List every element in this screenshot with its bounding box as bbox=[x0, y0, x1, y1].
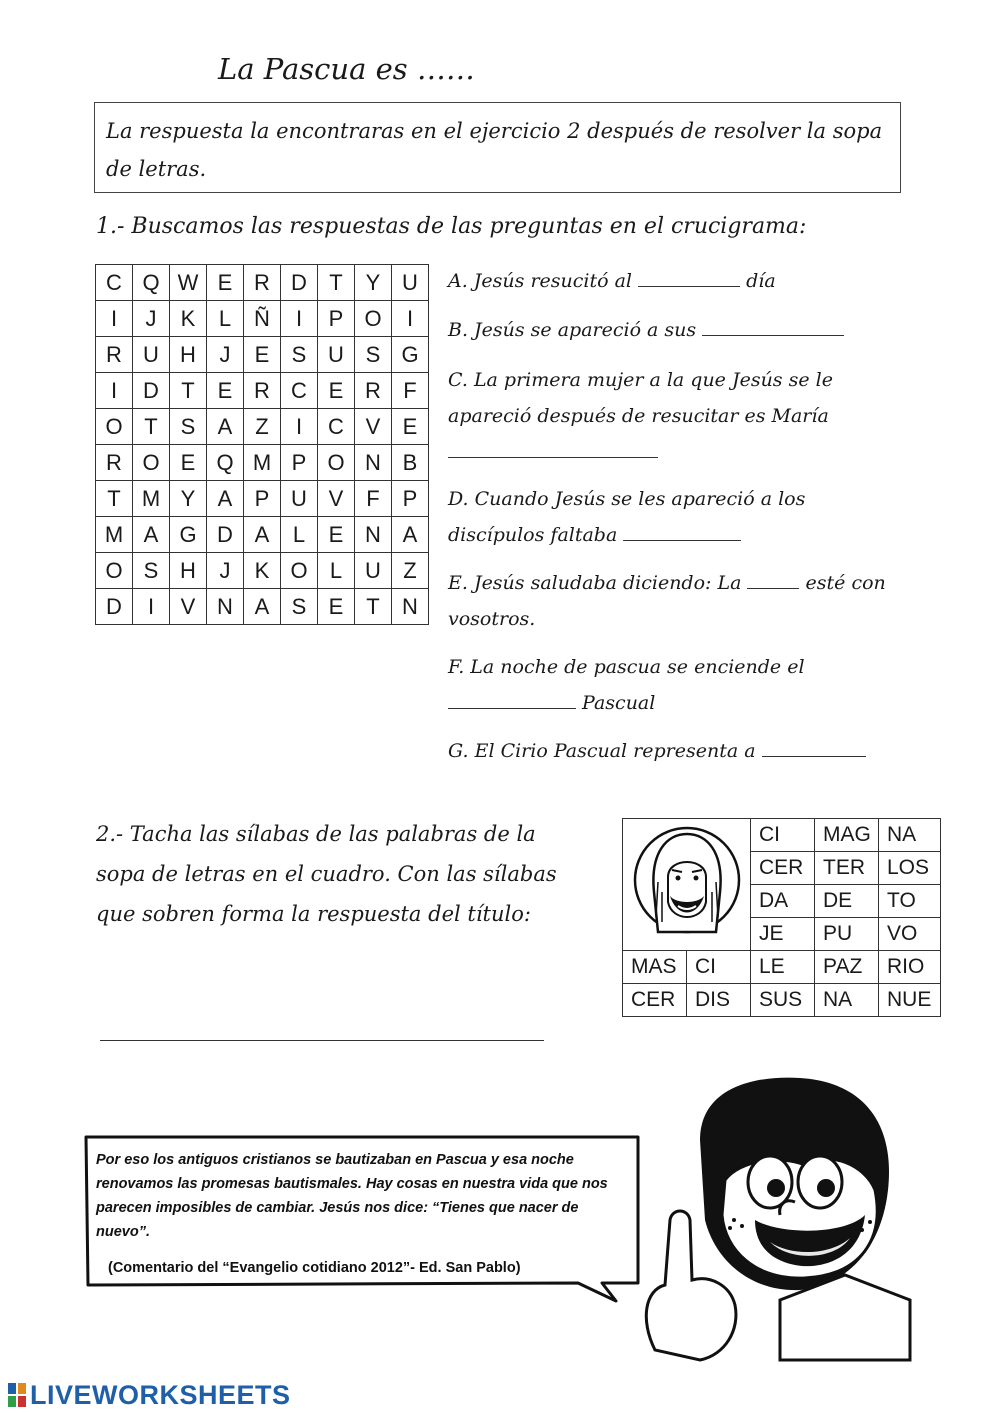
grid-cell[interactable]: O bbox=[96, 409, 133, 445]
grid-cell[interactable]: R bbox=[355, 373, 392, 409]
grid-cell[interactable]: T bbox=[318, 265, 355, 301]
footer-logo[interactable] bbox=[8, 1380, 291, 1411]
syllable-row bbox=[623, 984, 941, 1017]
grid-cell[interactable]: D bbox=[207, 517, 244, 553]
grid-cell[interactable]: F bbox=[355, 481, 392, 517]
grid-cell[interactable]: A bbox=[207, 481, 244, 517]
grid-cell[interactable]: L bbox=[281, 517, 318, 553]
grid-row bbox=[96, 553, 429, 589]
question-g bbox=[448, 733, 958, 769]
jesus-image-cell bbox=[623, 819, 751, 951]
grid-cell[interactable]: F bbox=[392, 373, 429, 409]
grid-cell[interactable]: M bbox=[244, 445, 281, 481]
syllable-row bbox=[623, 951, 941, 984]
grid-cell[interactable]: O bbox=[281, 553, 318, 589]
grid-cell[interactable]: N bbox=[355, 445, 392, 481]
grid-cell[interactable]: T bbox=[133, 409, 170, 445]
syllable-cell[interactable]: NUE bbox=[879, 984, 941, 1017]
grid-cell[interactable]: E bbox=[318, 517, 355, 553]
grid-cell[interactable]: J bbox=[207, 553, 244, 589]
grid-cell[interactable]: I bbox=[133, 589, 170, 625]
syllable-cell[interactable]: TO bbox=[879, 885, 941, 918]
grid-cell[interactable]: H bbox=[170, 337, 207, 373]
question-d-blank[interactable] bbox=[623, 522, 741, 541]
grid-cell[interactable]: Q bbox=[207, 445, 244, 481]
grid-row bbox=[96, 481, 429, 517]
question-e bbox=[448, 565, 958, 637]
grid-row bbox=[96, 589, 429, 625]
grid-cell[interactable]: N bbox=[207, 589, 244, 625]
quote-text: Por eso los antiguos cristianos se bautizaban en Pascua y esa noche renovamos las promesas bautismales. Hay cosas en nuestra vida que nos parecen imposibles de cambiar. Jesús nos dice: “Tienes que nacer de nuevo”. bbox=[96, 1152, 608, 1240]
grid-cell[interactable]: M bbox=[96, 517, 133, 553]
word-search-grid bbox=[95, 264, 429, 625]
grid-cell[interactable]: M bbox=[133, 481, 170, 517]
question-b bbox=[448, 312, 958, 348]
syllable-cell[interactable]: LOS bbox=[879, 852, 941, 885]
question-a bbox=[448, 263, 958, 299]
grid-cell[interactable]: U bbox=[281, 481, 318, 517]
grid-cell[interactable]: V bbox=[170, 589, 207, 625]
syllable-cell[interactable]: DA bbox=[751, 885, 815, 918]
syllable-cell[interactable]: CI bbox=[751, 819, 815, 852]
syllable-cell[interactable]: LE bbox=[751, 951, 815, 984]
grid-cell[interactable]: Y bbox=[170, 481, 207, 517]
grid-cell[interactable]: Z bbox=[392, 553, 429, 589]
grid-cell[interactable]: P bbox=[392, 481, 429, 517]
question-a-blank[interactable] bbox=[638, 268, 740, 287]
grid-cell[interactable]: N bbox=[392, 589, 429, 625]
grid-cell[interactable]: T bbox=[170, 373, 207, 409]
jesus-face-icon bbox=[632, 822, 742, 942]
grid-cell[interactable]: H bbox=[170, 553, 207, 589]
syllable-cell[interactable]: PU bbox=[815, 918, 879, 951]
grid-cell[interactable]: E bbox=[207, 265, 244, 301]
question-d bbox=[448, 481, 958, 553]
grid-cell[interactable]: I bbox=[96, 373, 133, 409]
grid-cell[interactable]: L bbox=[318, 553, 355, 589]
grid-cell[interactable]: D bbox=[281, 265, 318, 301]
question-f-blank[interactable] bbox=[448, 690, 576, 709]
syllable-cell[interactable]: SUS bbox=[751, 984, 815, 1017]
grid-cell[interactable]: A bbox=[244, 517, 281, 553]
question-c-line1: C. La primera mujer a la que Jesús se le bbox=[448, 369, 833, 391]
grid-cell[interactable]: N bbox=[355, 517, 392, 553]
grid-cell[interactable]: O bbox=[96, 553, 133, 589]
grid-cell[interactable]: B bbox=[392, 445, 429, 481]
grid-cell[interactable]: S bbox=[170, 409, 207, 445]
grid-cell[interactable]: T bbox=[355, 589, 392, 625]
syllable-cell[interactable]: PAZ bbox=[815, 951, 879, 984]
syllable-cell[interactable]: JE bbox=[751, 918, 815, 951]
grid-cell[interactable]: I bbox=[281, 301, 318, 337]
grid-cell[interactable]: E bbox=[207, 373, 244, 409]
grid-cell[interactable]: R bbox=[96, 337, 133, 373]
syllable-cell[interactable]: CI bbox=[687, 951, 751, 984]
grid-cell[interactable]: U bbox=[318, 337, 355, 373]
syllable-cell[interactable]: TER bbox=[815, 852, 879, 885]
question-a-text: A. Jesús resucitó al bbox=[448, 270, 632, 292]
grid-row bbox=[96, 409, 429, 445]
grid-cell[interactable]: K bbox=[244, 553, 281, 589]
grid-cell[interactable]: U bbox=[355, 553, 392, 589]
page-title: La Pascua es …… bbox=[218, 52, 475, 86]
question-c-line2: apareció después de resucitar es María bbox=[448, 405, 829, 427]
grid-cell[interactable]: E bbox=[244, 337, 281, 373]
grid-cell[interactable]: U bbox=[392, 265, 429, 301]
grid-cell[interactable]: A bbox=[207, 409, 244, 445]
grid-cell[interactable]: I bbox=[392, 301, 429, 337]
grid-cell[interactable]: E bbox=[392, 409, 429, 445]
question-b-text: B. Jesús se apareció a sus bbox=[448, 319, 697, 341]
question-e-suffix: esté con bbox=[805, 572, 886, 594]
grid-cell[interactable]: S bbox=[355, 337, 392, 373]
grid-cell[interactable]: Z bbox=[244, 409, 281, 445]
question-a-suffix: día bbox=[746, 270, 776, 292]
grid-row bbox=[96, 445, 429, 481]
liveworksheets-logo-icon bbox=[8, 1383, 26, 1407]
grid-cell[interactable]: C bbox=[318, 409, 355, 445]
question-d-line1: D. Cuando Jesús se les apareció a los bbox=[448, 488, 806, 510]
grid-cell[interactable]: O bbox=[133, 445, 170, 481]
grid-cell[interactable]: C bbox=[281, 373, 318, 409]
syllable-cell[interactable]: MAS bbox=[623, 951, 687, 984]
grid-cell[interactable]: J bbox=[207, 337, 244, 373]
question-g-text: G. El Cirio Pascual representa a bbox=[448, 740, 756, 762]
grid-cell[interactable]: R bbox=[244, 265, 281, 301]
grid-cell[interactable]: P bbox=[244, 481, 281, 517]
grid-cell[interactable]: P bbox=[318, 301, 355, 337]
question-f-suffix: Pascual bbox=[582, 692, 656, 714]
grid-cell[interactable]: L bbox=[207, 301, 244, 337]
syllable-cell[interactable]: DE bbox=[815, 885, 879, 918]
syllable-cell[interactable]: CER bbox=[623, 984, 687, 1017]
syllable-cell[interactable]: NA bbox=[879, 819, 941, 852]
grid-cell[interactable]: E bbox=[170, 445, 207, 481]
grid-cell[interactable]: Q bbox=[133, 265, 170, 301]
grid-cell[interactable]: A bbox=[133, 517, 170, 553]
question-e-line2: vosotros. bbox=[448, 608, 536, 630]
question-b-blank[interactable] bbox=[702, 317, 844, 336]
grid-cell[interactable]: G bbox=[170, 517, 207, 553]
grid-cell[interactable]: O bbox=[355, 301, 392, 337]
answer-line[interactable] bbox=[100, 1040, 544, 1041]
question-c bbox=[448, 362, 958, 470]
intro-text: La respuesta la encontraras en el ejercicio 2 después de resolver la sopa de letras. bbox=[106, 119, 883, 181]
grid-cell[interactable]: P bbox=[281, 445, 318, 481]
grid-cell[interactable]: U bbox=[133, 337, 170, 373]
syllable-cell[interactable]: RIO bbox=[879, 951, 941, 984]
grid-cell[interactable]: A bbox=[392, 517, 429, 553]
grid-cell[interactable]: D bbox=[133, 373, 170, 409]
question-e-blank[interactable] bbox=[747, 570, 799, 589]
syllable-cell[interactable]: MAG bbox=[815, 819, 879, 852]
grid-cell[interactable]: S bbox=[281, 337, 318, 373]
grid-row bbox=[96, 337, 429, 373]
grid-cell[interactable]: R bbox=[96, 445, 133, 481]
grid-cell[interactable]: G bbox=[392, 337, 429, 373]
exercise1-heading: 1.- Buscamos las respuestas de las preguntas en el crucigrama: bbox=[96, 214, 807, 239]
grid-cell[interactable]: V bbox=[355, 409, 392, 445]
grid-cell[interactable]: K bbox=[170, 301, 207, 337]
grid-cell[interactable]: S bbox=[281, 589, 318, 625]
question-e-text: E. Jesús saludaba diciendo: La bbox=[448, 572, 742, 594]
grid-row bbox=[96, 265, 429, 301]
grid-cell[interactable]: W bbox=[170, 265, 207, 301]
grid-cell[interactable]: E bbox=[318, 373, 355, 409]
question-g-blank[interactable] bbox=[762, 738, 866, 757]
grid-cell[interactable]: J bbox=[133, 301, 170, 337]
question-f-line1: F. La noche de pascua se enciende el bbox=[448, 656, 805, 678]
syllable-cell[interactable]: VO bbox=[879, 918, 941, 951]
question-f bbox=[448, 649, 958, 721]
kid-illustration bbox=[630, 1070, 930, 1370]
grid-cell[interactable]: E bbox=[318, 589, 355, 625]
syllable-cell[interactable]: CER bbox=[751, 852, 815, 885]
grid-cell[interactable]: Y bbox=[355, 265, 392, 301]
grid-row bbox=[96, 517, 429, 553]
grid-row bbox=[96, 301, 429, 337]
grid-cell[interactable]: C bbox=[96, 265, 133, 301]
syllable-row bbox=[623, 819, 941, 852]
grid-cell[interactable]: A bbox=[244, 589, 281, 625]
question-c-blank[interactable] bbox=[448, 439, 658, 458]
grid-row bbox=[96, 373, 429, 409]
syllable-table bbox=[622, 818, 941, 1017]
footer-brand: LIVEWORKSHEETS bbox=[30, 1380, 291, 1410]
syllable-cell[interactable]: NA bbox=[815, 984, 879, 1017]
grid-cell[interactable]: T bbox=[96, 481, 133, 517]
grid-cell[interactable]: I bbox=[96, 301, 133, 337]
grid-cell[interactable]: V bbox=[318, 481, 355, 517]
question-d-line2: discípulos faltaba bbox=[448, 524, 618, 546]
quote-source: (Comentario del “Evangelio cotidiano 2012”- Ed. San Pablo) bbox=[108, 1260, 521, 1276]
grid-cell[interactable]: I bbox=[281, 409, 318, 445]
exercise2-text: 2.- Tacha las sílabas de las palabras de la sopa de letras en el cuadro. Con las sílabas que sobren forma la respuesta del título: bbox=[96, 822, 557, 926]
grid-cell[interactable]: S bbox=[133, 553, 170, 589]
grid-cell[interactable]: Ñ bbox=[244, 301, 281, 337]
grid-cell[interactable]: R bbox=[244, 373, 281, 409]
grid-cell[interactable]: D bbox=[96, 589, 133, 625]
grid-cell[interactable]: O bbox=[318, 445, 355, 481]
syllable-cell[interactable]: DIS bbox=[687, 984, 751, 1017]
